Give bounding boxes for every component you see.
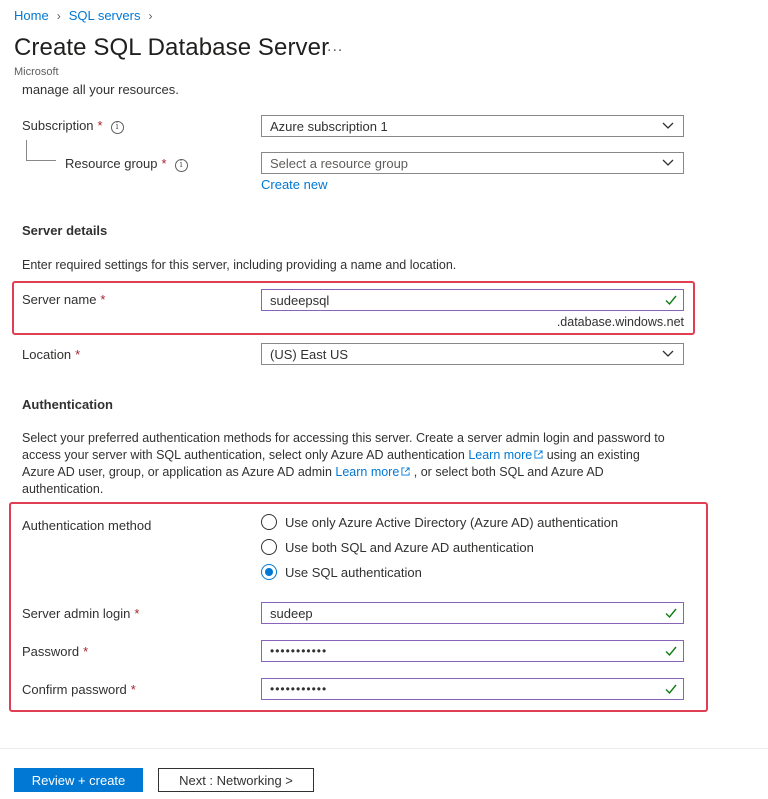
radio-sql-authentication[interactable]: Use SQL authentication [261,564,422,580]
password-label: Password * [22,644,89,659]
required-marker: * [75,347,81,362]
chevron-down-icon [662,157,674,167]
radio-button-selected[interactable] [261,564,277,580]
external-link-icon [534,450,543,459]
radio-azure-ad-only[interactable]: Use only Azure Active Directory (Azure AD) authentication [261,514,618,530]
review-create-button[interactable]: Review + create [14,768,143,792]
required-marker: * [83,644,89,659]
server-details-description: Enter required settings for this server, including providing a name and location. [22,258,457,272]
subscription-dropdown[interactable]: Azure subscription 1 [261,115,684,137]
checkmark-icon [665,607,677,619]
authentication-heading: Authentication [22,397,113,412]
breadcrumb-home[interactable]: Home [14,8,49,23]
info-icon[interactable]: i [111,121,124,134]
breadcrumb [14,8,152,23]
chevron-down-icon [662,348,674,358]
radio-button[interactable] [261,514,277,530]
more-options-button[interactable]: ... [327,38,344,55]
location-label: Location * [22,347,81,362]
required-marker: * [134,606,140,621]
confirm-password-label: Confirm password * [22,682,136,697]
publisher-label: Microsoft [14,66,59,78]
footer-divider [0,748,768,749]
resource-group-label: Resource group * i [65,156,188,172]
server-name-input[interactable]: sudeepsql [261,289,684,311]
server-details-heading: Server details [22,223,108,238]
chevron-right-icon: › [148,8,153,23]
authentication-method-label: Authentication method [22,518,152,533]
server-name-suffix: .database.windows.net [556,315,684,329]
server-name-label: Server name * [22,292,106,307]
subscription-label: Subscription * i [22,118,124,134]
required-marker: * [161,156,167,171]
learn-more-link[interactable]: Learn more [468,448,543,462]
radio-sql-and-azure-ad[interactable]: Use both SQL and Azure AD authentication [261,539,534,555]
learn-more-link[interactable]: Learn more [335,465,410,479]
tree-connector [26,140,27,160]
page-title: Create SQL Database Server [14,34,330,61]
tree-connector [26,160,56,161]
required-marker: * [97,118,103,133]
chevron-right-icon: › [56,8,61,23]
checkmark-icon [665,645,677,657]
radio-button[interactable] [261,539,277,555]
project-details-text: manage all your resources. [22,82,179,97]
required-marker: * [100,292,106,307]
admin-login-label: Server admin login * [22,606,140,621]
checkmark-icon [665,683,677,695]
admin-login-input[interactable]: sudeep [261,602,684,624]
checkmark-icon [665,294,677,306]
required-marker: * [130,682,136,697]
location-dropdown[interactable]: (US) East US [261,343,684,365]
password-input[interactable]: ••••••••••• [261,640,684,662]
confirm-password-input[interactable]: ••••••••••• [261,678,684,700]
external-link-icon [401,467,410,476]
authentication-description: Select your preferred authentication methods for accessing this server. Create a server admin login and password to access your server with SQL authentication, select only Azure AD authentication Learn more using an existing Azure AD user, group, or application as Azure AD admin Learn more , or select both SQL and Azure AD authentication. [22,431,665,496]
breadcrumb-sql-servers[interactable]: SQL servers [68,8,141,23]
chevron-down-icon [662,120,674,130]
info-icon[interactable]: i [175,159,188,172]
create-new-link[interactable]: Create new [261,177,328,192]
resource-group-dropdown[interactable]: Select a resource group [261,152,684,174]
next-networking-button[interactable]: Next : Networking > [158,768,314,792]
